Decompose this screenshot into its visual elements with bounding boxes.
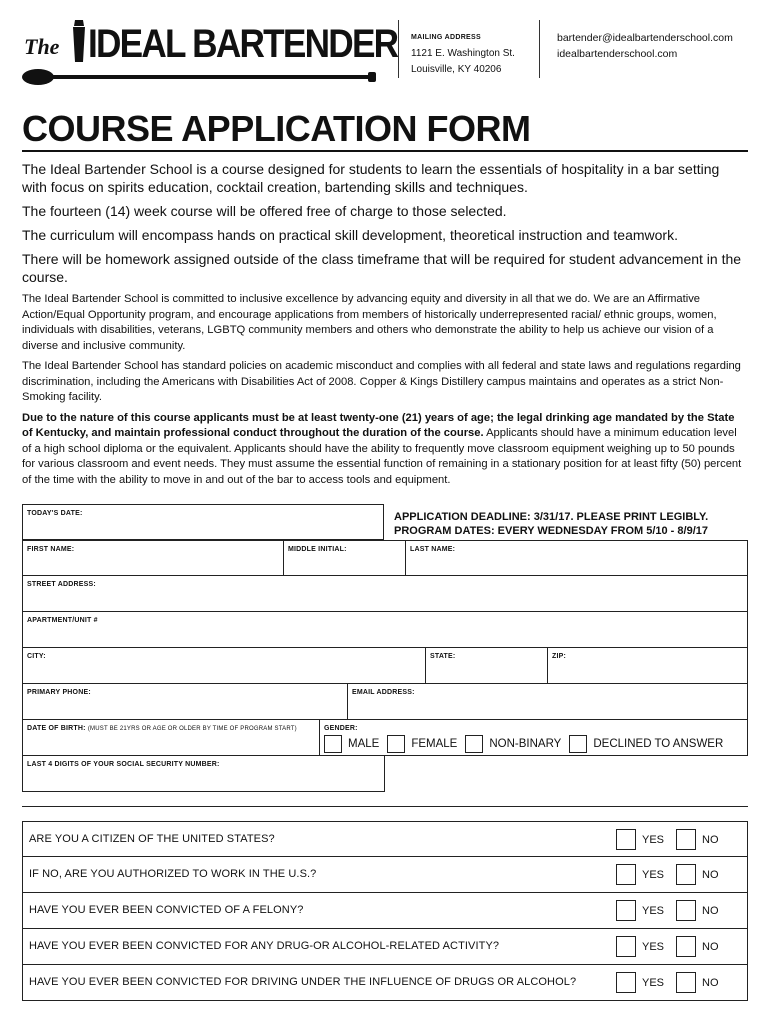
form-row-city [22, 648, 748, 684]
gender-non-binary-checkbox[interactable] [465, 735, 483, 753]
form-row-date [22, 504, 748, 540]
question-text: HAVE YOU EVER BEEN CONVICTED FOR ANY DRUG-OR ALCOHOL-RELATED ACTIVITY? [29, 940, 500, 952]
yes-checkbox[interactable] [616, 829, 636, 850]
field-label: LAST 4 DIGITS OF YOUR SOCIAL SECURITY NUMBER: [27, 761, 220, 768]
page-title: COURSE APPLICATION FORM [22, 108, 531, 149]
form-row-street [22, 576, 748, 612]
yes-label: YES [642, 976, 665, 989]
title-underline [22, 150, 748, 152]
todays-date-field[interactable] [22, 504, 384, 540]
question-row [22, 857, 748, 893]
no-checkbox[interactable] [676, 829, 696, 850]
intro-paragraph: The fourteen (14) week course will be offered free of charge to those selected. [22, 203, 507, 219]
deadline-notice [394, 510, 708, 538]
header-divider [398, 20, 399, 78]
last-name-field[interactable] [405, 541, 747, 575]
yes-no-options [616, 900, 719, 921]
field-label: LAST NAME: [410, 546, 456, 553]
ssn-field[interactable] [22, 756, 385, 792]
eligibility-questions [22, 821, 748, 1001]
question-text: HAVE YOU EVER BEEN CONVICTED FOR DRIVING UNDER THE INFLUENCE OF DRUGS OR ALCOHOL? [29, 976, 577, 988]
contact-info [557, 30, 733, 62]
deadline-line: APPLICATION DEADLINE: 3/31/17. PLEASE PRINT LEGIBLY. [394, 511, 709, 523]
yes-no-options [616, 829, 719, 850]
no-label: NO [702, 940, 719, 953]
contact-website: idealbartenderschool.com [557, 48, 678, 60]
yes-no-options [616, 864, 719, 885]
question-row [22, 821, 748, 857]
no-checkbox[interactable] [676, 900, 696, 921]
first-name-field[interactable] [23, 541, 283, 575]
no-label: NO [702, 904, 719, 917]
gender-option-label: DECLINED TO ANSWER [593, 738, 724, 750]
yes-checkbox[interactable] [616, 936, 636, 957]
intro-paragraph: The Ideal Bartender School is committed to inclusive excellence by advancing equity and diversity in all that we do. We are an Affirmative Action/Equal Opportunity program, and encourage applications from members of historically underrepresented racial/ ethnic groups, women, individuals with disabilities, veterans, LGBTQ community members and others who demonstrate the ability to help us achieve our vision of a diverse and inclusive community. [22, 293, 717, 352]
form-row-ssn [22, 756, 748, 792]
contact-email: bartender@idealbartenderschool.com [557, 32, 733, 44]
gender-male-checkbox[interactable] [324, 735, 342, 753]
middle-initial-field[interactable] [283, 541, 405, 575]
gender-declined-checkbox[interactable] [569, 735, 587, 753]
field-label: STATE: [430, 653, 456, 660]
no-label: NO [702, 976, 719, 989]
city-field[interactable] [23, 648, 425, 683]
gender-option-label: MALE [348, 738, 380, 750]
field-label: FIRST NAME: [27, 546, 75, 553]
yes-label: YES [642, 868, 665, 881]
field-label: CITY: [27, 653, 46, 660]
gender-female-checkbox[interactable] [387, 735, 405, 753]
header-divider [539, 20, 540, 78]
mailing-address-label: MAILING ADDRESS [411, 34, 481, 41]
primary-phone-field[interactable] [23, 684, 347, 719]
street-address-field[interactable] [23, 576, 747, 611]
dob-note: (MUST BE 21YRS OR AGE OR OLDER BY TIME OF PROGRAM START) [87, 726, 297, 732]
field-label: ZIP: [552, 653, 567, 660]
field-label: PRIMARY PHONE: [27, 689, 91, 696]
question-row [22, 893, 748, 929]
gender-option-label: NON-BINARY [489, 738, 562, 750]
form-row-apartment [22, 612, 748, 648]
form-row-contact [22, 684, 748, 720]
bar-spoon-icon [20, 68, 380, 86]
no-label: NO [702, 868, 719, 881]
address-line-2: Louisville, KY 40206 [411, 64, 502, 75]
field-label: TODAY'S DATE: [27, 510, 83, 517]
no-label: NO [702, 833, 719, 846]
field-label: GENDER: [324, 725, 358, 732]
logo-the-text: The [24, 34, 60, 59]
state-field[interactable] [425, 648, 547, 683]
yes-label: YES [642, 833, 665, 846]
form-row-name [22, 540, 748, 576]
requirements-text: Applicants should have a minimum education level of a high school diploma or the equivalent. Applicants should have the ability to frequently move classroom equipment weighing up to 50 pounds for various classroom and event needs. They must assume the essential function of remaining in a stationary position for at least fifty (50) percent of the time with the ability to move in and out of the bar to access tools and equipment. [22, 427, 742, 486]
apartment-field[interactable] [23, 612, 747, 647]
yes-label: YES [642, 904, 665, 917]
question-text: IF NO, ARE YOU AUTHORIZED TO WORK IN THE U.S.? [29, 868, 317, 880]
yes-no-options [616, 936, 719, 957]
gender-options [324, 735, 727, 753]
application-form [22, 504, 748, 792]
form-row-dob-gender [22, 720, 748, 756]
school-logo [20, 18, 398, 88]
question-row [22, 929, 748, 965]
field-label: MIDDLE INITIAL: [288, 546, 347, 553]
yes-no-options [616, 972, 719, 993]
gender-field [319, 720, 747, 755]
question-text: ARE YOU A CITIZEN OF THE UNITED STATES? [29, 833, 275, 845]
intro-paragraph: The Ideal Bartender School is a course designed for students to learn the essentials of hospitality in a bar setting with focus on spirits education, cocktail creation, bartending skills and techniques. [22, 161, 720, 195]
date-of-birth-field[interactable] [23, 720, 319, 755]
program-dates-line: PROGRAM DATES: EVERY WEDNESDAY FROM 5/10 - 8/9/17 [394, 525, 708, 537]
yes-checkbox[interactable] [616, 972, 636, 993]
gender-option-label: FEMALE [411, 738, 458, 750]
yes-label: YES [642, 940, 665, 953]
intro-paragraph: The Ideal Bartender School has standard policies on academic misconduct and complies with all federal and state laws and regulations regarding discrimination, including the Americans with Disabilities Act of 2008. Copper & Kings Distillery campus maintains and operates as a strict Non-Smoking facility. [22, 360, 741, 403]
cocktail-shaker-icon [72, 20, 86, 62]
field-label: APARTMENT/UNIT # [27, 617, 98, 624]
zip-field[interactable] [547, 648, 747, 683]
intro-text [22, 160, 748, 493]
intro-paragraph: The curriculum will encompass hands on practical skill development, theoretical instruction and teamwork. [22, 227, 678, 243]
no-checkbox[interactable] [676, 936, 696, 957]
dob-label: DATE OF BIRTH: [27, 725, 86, 732]
mailing-address [411, 30, 515, 78]
question-text: HAVE YOU EVER BEEN CONVICTED OF A FELONY? [29, 904, 304, 916]
question-row [22, 965, 748, 1001]
no-checkbox[interactable] [676, 864, 696, 885]
email-address-field[interactable] [347, 684, 747, 719]
intro-paragraph [22, 411, 748, 489]
field-label: EMAIL ADDRESS: [352, 689, 415, 696]
section-divider [22, 806, 748, 807]
field-label [27, 725, 297, 732]
no-checkbox[interactable] [676, 972, 696, 993]
address-line-1: 1121 E. Washington St. [411, 48, 515, 59]
logo-brand-text: IDEAL BARTENDER [88, 22, 398, 66]
yes-checkbox[interactable] [616, 864, 636, 885]
intro-paragraph: There will be homework assigned outside of the class timeframe that will be required for student advancement in the course. [22, 251, 742, 285]
yes-checkbox[interactable] [616, 900, 636, 921]
age-requirement-text: Due to the nature of this course applicants must be at least twenty-one (21) years of age; the legal drinking age mandated by the State of Kentucky, and maintain professional conduct throughout the duration of the course. [22, 411, 735, 439]
field-label: STREET ADDRESS: [27, 581, 96, 588]
